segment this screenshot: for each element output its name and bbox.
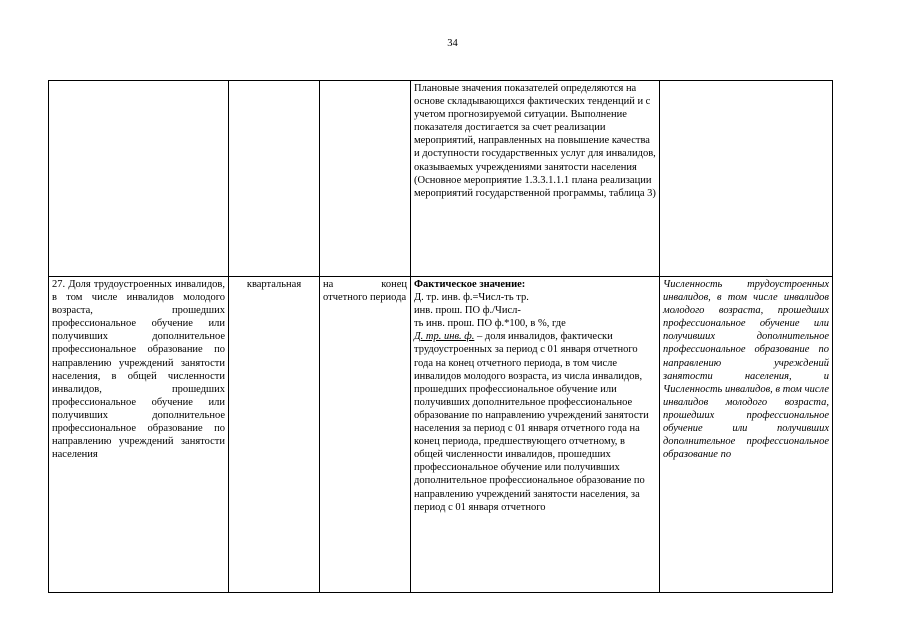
- method-heading: Фактическое значение:: [414, 279, 526, 290]
- periodicity-cell: квартальная: [229, 277, 320, 593]
- page-number: 34: [447, 38, 458, 49]
- basic-indicators-cell: Численность трудоустроенных инвалидов, в том числе инвалидов молодого возраста, прошедших профессиональное обучение или получивших дополнительное профессиональное образование по направлению учреждений занятости населения, и Численность инвалидов, в том числе инвалидов молодого возраста, прошедших профессиональное обучение или получивших дополнительное профессиональное образование по: [660, 277, 833, 593]
- term-abbreviation: Д. тр. инв. ф.: [414, 331, 475, 343]
- time-characteristic-cell: на конец отчетного периода: [320, 277, 411, 593]
- table-cell-empty: [49, 81, 229, 277]
- term-definition-text: – доля инвалидов, фактически трудоустроенных за период с 01 января отчетного года на конец отчетного периода, в том числе инвалидов молодого возраста, из числа инвалидов, прошедших профессиональное обучение или получивших дополнительное профессиональное образование по направлению учреждений занятости населения за период с 01 января отчетного года на конец периода, предшествующего отчетному, в общей численности инвалидов, прошедших профессиональное обучение или получивших дополнительное профессиональное образование по направлению учреждений занятости населения, за период с 01 января отчетного: [414, 331, 649, 513]
- indicator-name-cell: 27. Доля трудоустроенных инвалидов, в том числе инвалидов молодого возраста, прошедших профессиональное обучение или получивших дополнительное профессиональное образование по направлению учреждений занятости населения, в общей численности инвалидов, прошедших профессиональное обучение или получивших дополнительное профессиональное образование по направлению учреждений занятости населения: [49, 277, 229, 593]
- table-row: [49, 81, 833, 277]
- formula-line: Д. тр. инв. ф.=Числ-ть тр.: [414, 292, 529, 304]
- formula-line: инв. прош. ПО ф./Числ-: [414, 305, 521, 317]
- table-cell-empty: [660, 81, 833, 277]
- table-cell-empty: [320, 81, 411, 277]
- calculation-method-cell: [411, 277, 660, 593]
- indicators-table: [48, 80, 833, 593]
- term-definition: [414, 331, 649, 512]
- table-cell-empty: [229, 81, 320, 277]
- formula-line: ть инв. прош. ПО ф.*100, в %, где: [414, 318, 566, 330]
- table-cell-method-text: Плановые значения показателей определяются на основе складывающихся фактических тенденций и с учетом прогнозируемой ситуации. Выполнение показателя достигается за счет реализации мероприятий, направленных на повышение качества и доступности государственных услуг для инвалидов, оказываемых учреждениями занятости населения (Основное мероприятие 1.3.3.1.1.1 плана реализации мероприятий государственной программы, таблица 3): [411, 81, 660, 277]
- table-row: [49, 277, 833, 593]
